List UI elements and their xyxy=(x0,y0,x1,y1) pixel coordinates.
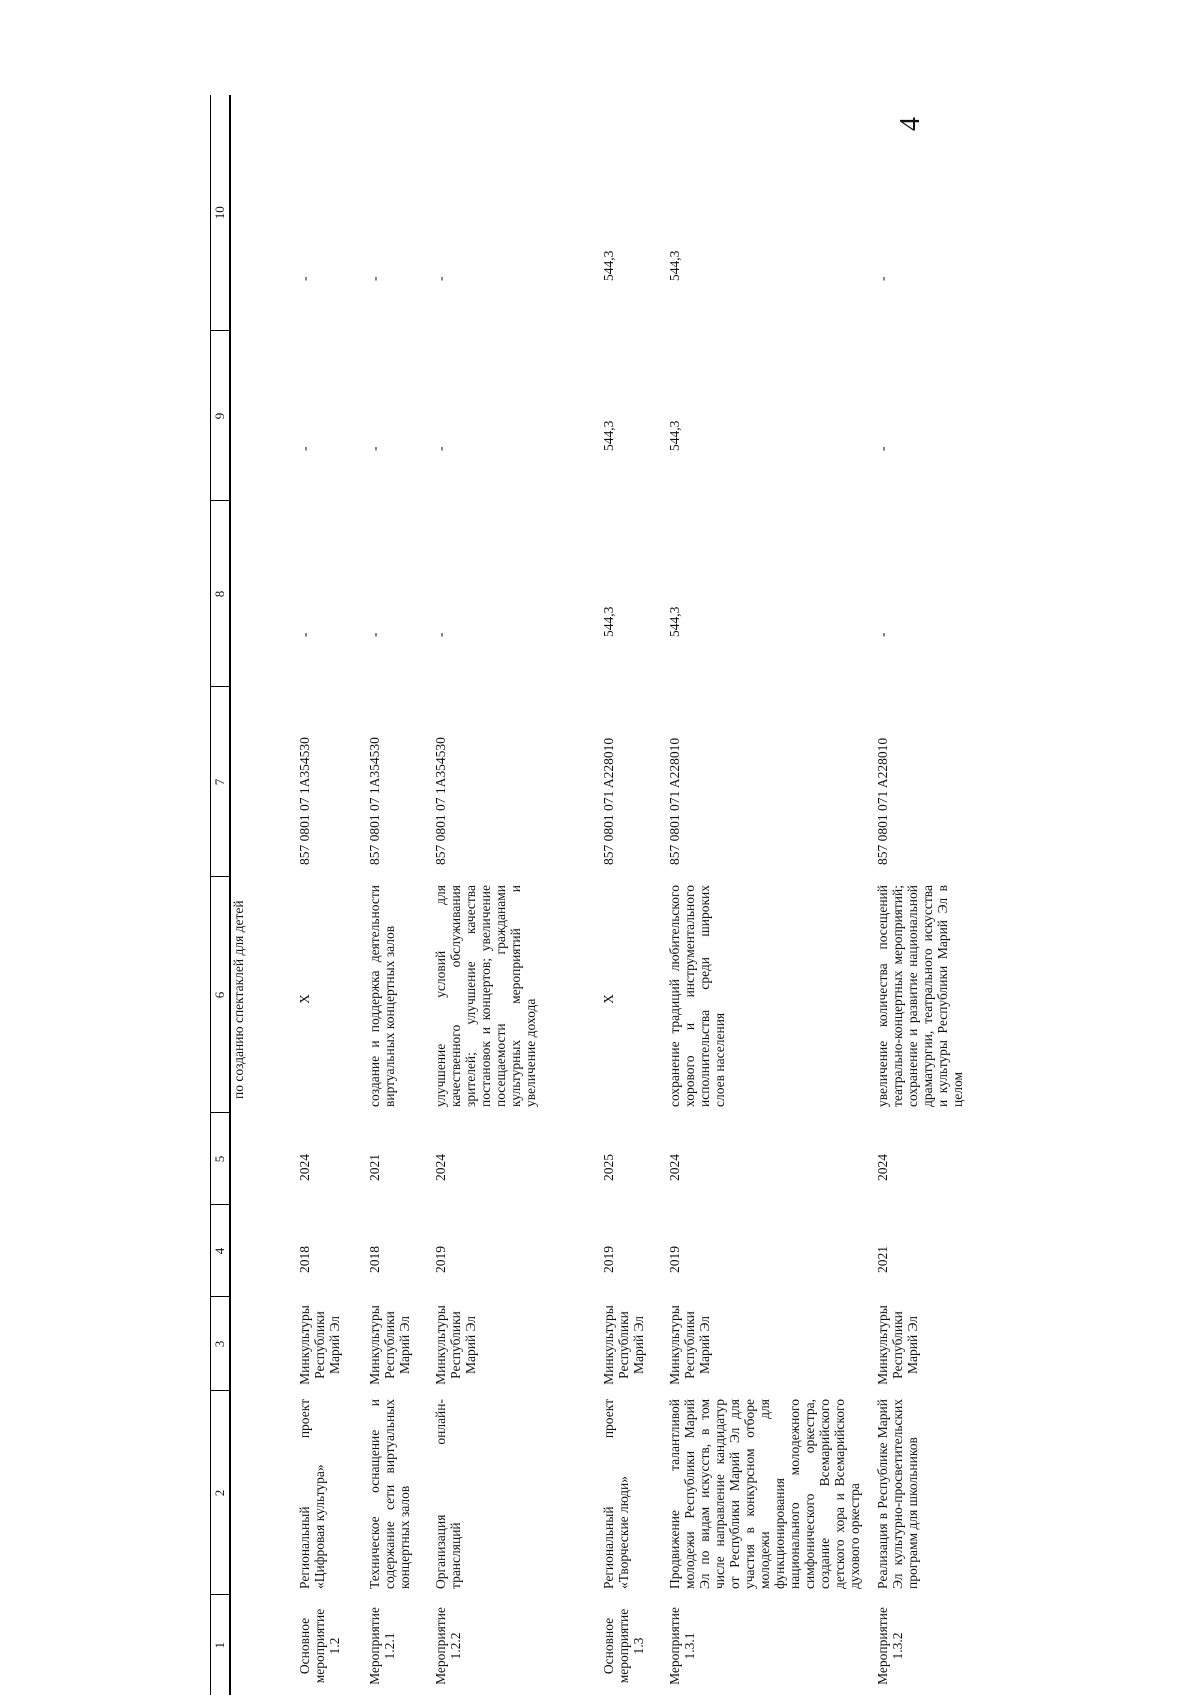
column-header: 3 xyxy=(211,1297,231,1391)
activity-id: Мероприятие 1.2.2 xyxy=(433,1607,463,1685)
expected-result: сохранение традиций любительского хорового и инструментального исполнительства среди широких слоев населения xyxy=(667,885,727,1107)
start-year: 2019 xyxy=(667,1246,682,1273)
value-col9: - xyxy=(297,446,312,451)
value-col10: - xyxy=(875,276,890,281)
expected-result: X xyxy=(601,994,616,1004)
table-row xyxy=(367,95,433,1695)
rotated-table-container xyxy=(210,95,1010,1695)
continuation-row xyxy=(230,95,297,1695)
activity-name: Продвижение талантливой молодежи Республики Марий Эл по видам искусств, в том числе направление кандидатур от Республики Марий Эл для участия в конкурсном отборе молодежи для функционирования национального молодежного симфонического оркестра, создание Всемарийского детского хора и Всемарийского духового оркестра xyxy=(667,1399,862,1589)
program-table xyxy=(210,95,995,1695)
end-year: 2024 xyxy=(875,1154,890,1181)
value-col9: - xyxy=(367,446,382,451)
value-col10: - xyxy=(433,276,448,281)
expected-result: улучшение условий для качественного обслуживания зрителей; улучшение качества постановок и концертов; увеличение посещаемости гражданами культурных мероприятий и увеличение дохода xyxy=(433,885,538,1107)
executor: Минкультуры Республики Марий Эл xyxy=(297,1305,342,1385)
table-row xyxy=(297,95,367,1695)
executor: Минкультуры Республики Марий Эл xyxy=(667,1305,712,1385)
budget-code: 857 0801 071 A228010 xyxy=(667,737,682,865)
value-col9: 544,3 xyxy=(667,420,682,451)
budget-code: 857 0801 07 1A354530 xyxy=(297,737,312,865)
activity-id: Мероприятие 1.3.2 xyxy=(875,1607,905,1685)
end-year: 2025 xyxy=(601,1154,616,1181)
column-header: 7 xyxy=(211,687,231,877)
expected-result: увеличение количества посещений театрально-концертных мероприятий; сохранение и развитие национальной драматургии, театрального искусства и культуры Республики Марий Эл в целом xyxy=(875,885,965,1107)
column-header: 9 xyxy=(211,331,231,501)
column-header: 5 xyxy=(211,1113,231,1205)
start-year: 2019 xyxy=(433,1246,448,1273)
executor: Минкультуры Республики Марий Эл xyxy=(433,1305,478,1385)
activity-id: Мероприятие 1.2.1 xyxy=(367,1607,397,1685)
value-col10: - xyxy=(367,276,382,281)
value-col8: - xyxy=(433,632,448,637)
value-col8: 544,3 xyxy=(601,606,616,637)
value-col9: - xyxy=(875,446,890,451)
value-col8: - xyxy=(367,632,382,637)
table-row xyxy=(667,95,875,1695)
end-year: 2024 xyxy=(667,1154,682,1181)
value-col8: - xyxy=(297,632,312,637)
table-row xyxy=(433,95,601,1695)
activity-name: Организация онлайн-трансляций xyxy=(433,1399,463,1589)
activity-id: Основное мероприятие 1.3 xyxy=(601,1608,646,1684)
activity-id: Мероприятие 1.3.1 xyxy=(667,1607,697,1685)
start-year: 2018 xyxy=(297,1246,312,1273)
value-col8: 544,3 xyxy=(667,606,682,637)
value-col8: - xyxy=(875,632,890,637)
end-year: 2024 xyxy=(433,1154,448,1181)
executor: Минкультуры Республики Марий Эл xyxy=(875,1305,920,1385)
activity-id: Основное мероприятие 1.2 xyxy=(297,1608,342,1684)
table-row xyxy=(875,95,995,1695)
column-header: 8 xyxy=(211,501,231,687)
continuation-text: по созданию спектаклей для детей xyxy=(231,900,246,1099)
column-header: 6 xyxy=(211,877,231,1113)
budget-code: 857 0801 071 A228010 xyxy=(875,737,890,865)
executor: Минкультуры Республики Марий Эл xyxy=(367,1305,412,1385)
column-header: 2 xyxy=(211,1391,231,1595)
start-year: 2018 xyxy=(367,1246,382,1273)
column-header: 4 xyxy=(211,1205,231,1297)
budget-code: 857 0801 07 1A354530 xyxy=(367,737,382,865)
value-col10: 544,3 xyxy=(601,250,616,281)
page-number: 4 xyxy=(895,117,926,131)
activity-name: Техническое оснащение и содержание сети виртуальных концертных залов xyxy=(367,1399,412,1589)
table-row xyxy=(601,95,667,1695)
executor: Минкультуры Республики Марий Эл xyxy=(601,1305,646,1385)
column-header: 1 xyxy=(211,1595,231,1695)
value-col10: 544,3 xyxy=(667,250,682,281)
expected-result: X xyxy=(297,994,312,1004)
start-year: 2021 xyxy=(875,1246,890,1273)
activity-name: Региональный проект «Цифровая культура» xyxy=(297,1399,327,1589)
value-col9: 544,3 xyxy=(601,420,616,451)
end-year: 2024 xyxy=(297,1154,312,1181)
column-number-row xyxy=(211,95,231,1695)
start-year: 2019 xyxy=(601,1246,616,1273)
end-year: 2021 xyxy=(367,1154,382,1181)
value-col10: - xyxy=(297,276,312,281)
value-col9: - xyxy=(433,446,448,451)
expected-result: создание и поддержка деятельности виртуальных концертных залов xyxy=(367,885,397,1107)
budget-code: 857 0801 071 A228010 xyxy=(601,737,616,865)
activity-name: Реализация в Республике Марий Эл культурно-просветительских программ для школьников xyxy=(875,1399,920,1589)
column-header: 10 xyxy=(211,95,231,331)
activity-name: Региональный проект «Творческие люди» xyxy=(601,1399,631,1589)
budget-code: 857 0801 07 1A354530 xyxy=(433,737,448,865)
